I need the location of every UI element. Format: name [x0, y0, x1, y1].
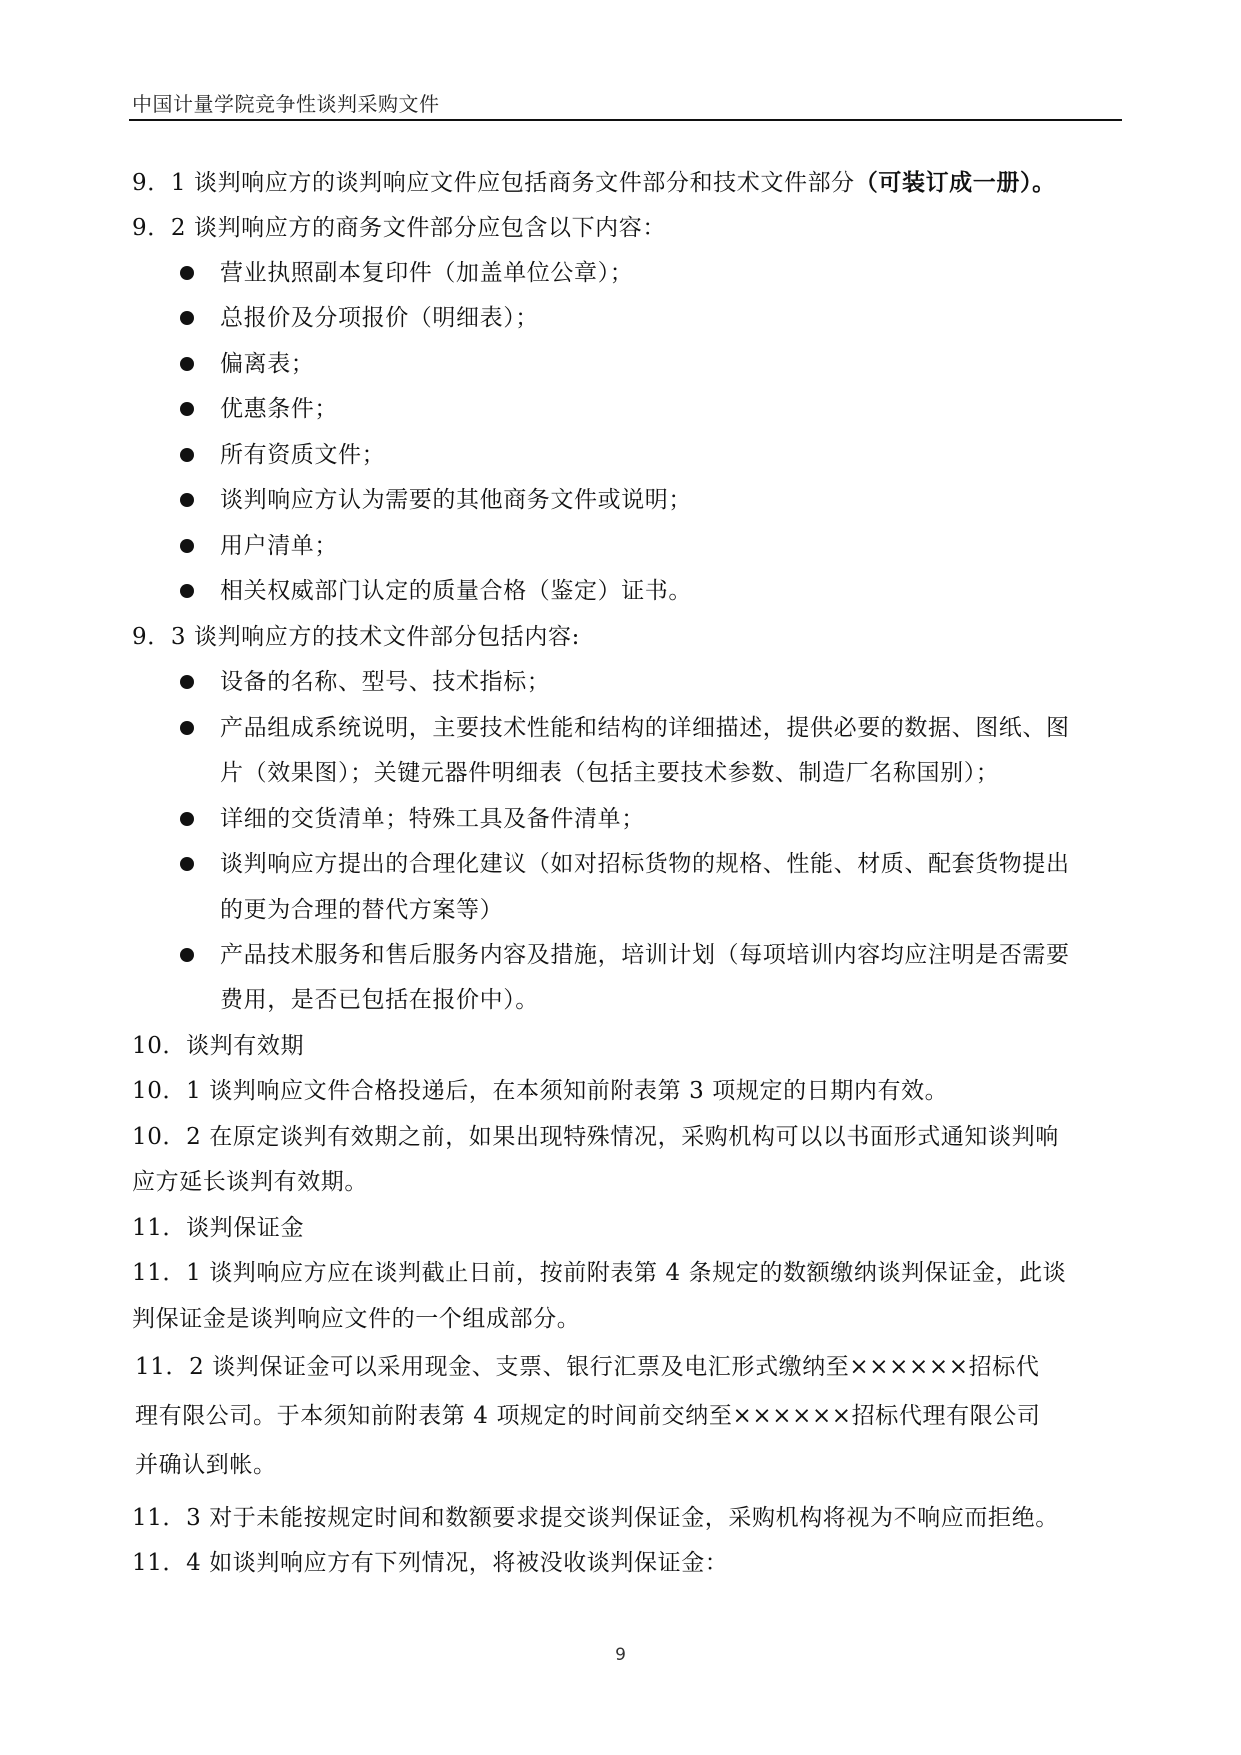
list-item: 相关权威部门认定的质量合格（鉴定）证书。: [220, 578, 692, 604]
section-10-heading: 10．谈判有效期: [132, 1033, 305, 1059]
para-11-3: 11．3 对于未能按规定时间和数额要求提交谈判保证金，采购机构将视为不响应而拒绝。: [132, 1505, 1059, 1531]
header-rule: [129, 119, 1122, 121]
bullet-dot: [180, 584, 194, 598]
list-item: 产品技术服务和售后服务内容及措施，培训计划（每项培训内容均应注明是否需要: [220, 942, 1070, 968]
para-11-1: 11．1 谈判响应方应在谈判截止日前，按前附表第 4 条规定的数额缴纳谈判保证金，此谈: [132, 1260, 1067, 1286]
bullet-dot: [180, 721, 194, 735]
para-9-2: 9．2 谈判响应方的商务文件部分应包含以下内容：: [132, 215, 666, 241]
list-item: 偏离表；: [220, 351, 315, 377]
list-item-continuation: 片（效果图）；关键元器件明细表（包括主要技术参数、制造厂名称国别）；: [220, 760, 1000, 786]
bullet-dot: [180, 539, 194, 553]
bullet-dot: [180, 948, 194, 962]
para-9-1-bold: （可装订成一册）。: [854, 169, 1056, 196]
page-number: 9: [615, 1645, 626, 1665]
bullet-dot: [180, 402, 194, 416]
section-11-heading: 11．谈判保证金: [132, 1215, 305, 1241]
para-11-2-continuation: 并确认到帐。: [135, 1452, 277, 1478]
bullet-dot: [180, 857, 194, 871]
list-item: 谈判响应方认为需要的其他商务文件或说明；: [220, 487, 692, 513]
bullet-dot: [180, 448, 194, 462]
list-item: 总报价及分项报价（明细表）；: [220, 305, 539, 331]
para-9-3: 9．3 谈判响应方的技术文件部分包括内容:: [132, 624, 580, 650]
list-item: 详细的交货清单；特殊工具及备件清单；: [220, 806, 645, 832]
page-header-title: 中国计量学院竞争性谈判采购文件: [132, 92, 440, 116]
para-9-1: [132, 168, 1056, 198]
list-item: 营业执照副本复印件（加盖单位公章）；: [220, 260, 634, 286]
bullet-dot: [180, 311, 194, 325]
bullet-dot: [180, 812, 194, 826]
para-10-2: 10．2 在原定谈判有效期之前，如果出现特殊情况，采购机构可以以书面形式通知谈判响: [132, 1124, 1059, 1150]
para-10-1: 10．1 谈判响应文件合格投递后，在本须知前附表第 3 项规定的日期内有效。: [132, 1078, 949, 1104]
list-item: 用户清单；: [220, 533, 338, 559]
bullet-dot: [180, 675, 194, 689]
bullet-dot: [180, 266, 194, 280]
list-item: 所有资质文件；: [220, 442, 386, 468]
para-11-1-continuation: 判保证金是谈判响应文件的一个组成部分。: [132, 1306, 581, 1332]
bullet-dot: [180, 357, 194, 371]
para-10-2-continuation: 应方延长谈判有效期。: [132, 1169, 368, 1195]
list-item-continuation: 费用，是否已包括在报价中）。: [220, 987, 539, 1013]
para-11-2: 11．2 谈判保证金可以采用现金、支票、银行汇票及电汇形式缴纳至××××××招标代: [135, 1354, 1040, 1380]
para-11-4: 11．4 如谈判响应方有下列情况，将被没收谈判保证金：: [132, 1550, 729, 1576]
list-item: 设备的名称、型号、技术指标；: [220, 669, 551, 695]
list-item: 优惠条件；: [220, 396, 338, 422]
para-11-2-continuation: 理有限公司。于本须知前附表第 4 项规定的时间前交纳至××××××招标代理有限公司: [135, 1403, 1041, 1429]
bullet-dot: [180, 493, 194, 507]
list-item-continuation: 的更为合理的替代方案等）: [220, 897, 504, 923]
para-9-1-text: 9．1 谈判响应方的谈判响应文件应包括商务文件部分和技术文件部分: [132, 170, 855, 196]
list-item: 谈判响应方提出的合理化建议（如对招标货物的规格、性能、材质、配套货物提出: [220, 851, 1070, 877]
list-item: 产品组成系统说明，主要技术性能和结构的详细描述，提供必要的数据、图纸、图: [220, 715, 1070, 741]
